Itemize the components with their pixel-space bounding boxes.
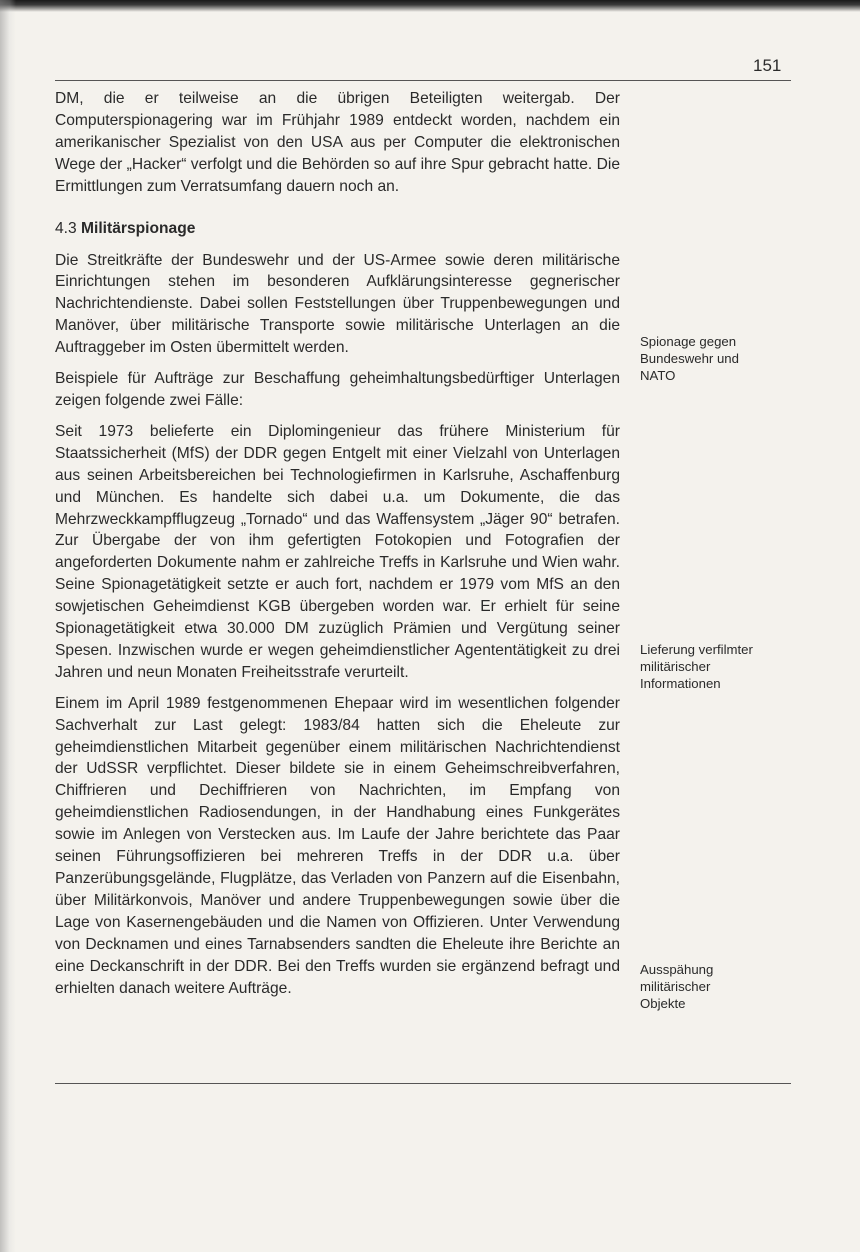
- intro-paragraph: DM, die er teilweise an die übrigen Beteiligten weitergab. Der Computerspionagering war im Frühjahr 1989 entdeckt worden, nachdem ein amerikanischer Spezialist von den USA aus per Computer die elektronischen Wege der „Hacker“ verfolgt und die Behörden so auf ihre Spur gebracht hatte. Die Ermittlungen zum Verratsumfang dauern noch an.: [55, 90, 620, 195]
- margin-note-ausspaehung: [640, 961, 800, 1012]
- section-title: Militärspionage: [81, 219, 196, 237]
- footer-rule: [55, 1083, 791, 1084]
- margin-note-line: Ausspähung: [640, 962, 714, 977]
- paragraph-case-couple: Einem im April 1989 festgenommenen Ehepaar wird im wesentlichen folgender Sachverhalt zur Last gelegt: 1983/84 hatten sich die Eheleute zur geheimdienstlichen Mitarbeit gegenüber einem militärischen Nachrichtendienst der UdSSR verpflichtet. Dieser bildete sie in einem Geheimschreibverfahren, Chiffrieren und Dechiffrieren von Nachrichten, im Empfang von geheimdienstlichen Radiosendungen, in der Handhabung eines Funkgerätes sowie im Anlegen von Verstecken aus. Im Laufe der Jahre berichtete das Paar seinen Führungsoffizieren bei mehreren Treffs in der DDR u.a. über Panzerübungsgelände, Flugplätze, das Verladen von Panzern auf die Eisenbahn, über Militärkonvois, Manöver und andere Truppenbewegungen sowie über die Lage von Kasernengebäuden und die Namen von Offizieren. Unter Verwendung von Decknamen und eines Tarnabsenders sandten die Eheleute ihre Berichte an eine Deckanschrift in der DDR. Bei den Treffs wurden sie ergänzend befragt und erhielten danach weitere Aufträge.: [55, 694, 620, 997]
- paragraph-case-engineer: Seit 1973 belieferte ein Diplomingenieur das frühere Ministerium für Staatssicherheit (MfS) der DDR gegen Entgelt mit einer Vielzahl von Unterlagen aus seinen Arbeitsbereichen bei Technologiefirmen in Karlsruhe, Aschaffenburg und München. Es handelte sich dabei u.a. um Dokumente, die das Mehrzweckkampfflugzeug „Tornado“ und das Waffensystem „Jäger 90“ betrafen. Zur Übergabe der von ihm gefertigten Fotokopien und Fotografien der angeforderten Dokumente nahm er zahlreiche Treffs in Karlsruhe und Wien wahr. Seine Spionagetätigkeit setzte er auch fort, nachdem er 1979 vom MfS an den sowjetischen Geheimdienst KGB übergeben worden war. Er erhielt für seine Spionagetätigkeit etwa 30.000 DM zuzüglich Prämien und Vergütung seiner Spesen. Inzwischen wurde er wegen geheimdienstlicher Agententätigkeit zu drei Jahren und neun Monaten Freiheitsstrafe verurteilt.: [55, 422, 620, 681]
- header-rule: [55, 80, 791, 81]
- margin-note-line: militärischer: [640, 659, 711, 674]
- margin-note-lieferung: [640, 641, 800, 692]
- section-number: 4.3: [55, 219, 77, 237]
- margin-note-line: Lieferung verfilmter: [640, 642, 753, 657]
- page-binding-shadow: [0, 0, 16, 1252]
- margin-note-spionage: [640, 333, 800, 384]
- page-number: 151: [753, 56, 782, 75]
- margin-note-line: militärischer: [640, 979, 711, 994]
- margin-note-line: Spionage gegen: [640, 334, 737, 349]
- section-heading: [55, 218, 620, 240]
- margin-note-line: NATO: [640, 368, 676, 383]
- main-text-column: [55, 88, 620, 1008]
- paragraph-overview: Die Streitkräfte der Bundeswehr und der US-Armee sowie deren militärische Einrichtungen stehen im besonderen Aufklärungsinteresse gegnerischer Nachrichtendienste. Dabei sollen Feststellungen über Truppenbewegungen und Manöver, über militärische Transporte sowie militärische Unterlagen an die Auftraggeber im Osten übermittelt werden.: [55, 251, 620, 357]
- page-top-shadow: [0, 0, 860, 12]
- margin-note-line: Objekte: [640, 996, 686, 1011]
- margin-note-line: Bundeswehr und: [640, 351, 739, 366]
- paragraph-examples-intro: Beispiele für Aufträge zur Beschaffung geheimhaltungsbedürftiger Unterlagen zeigen folgende zwei Fälle:: [55, 370, 620, 409]
- margin-note-line: Informationen: [640, 676, 721, 691]
